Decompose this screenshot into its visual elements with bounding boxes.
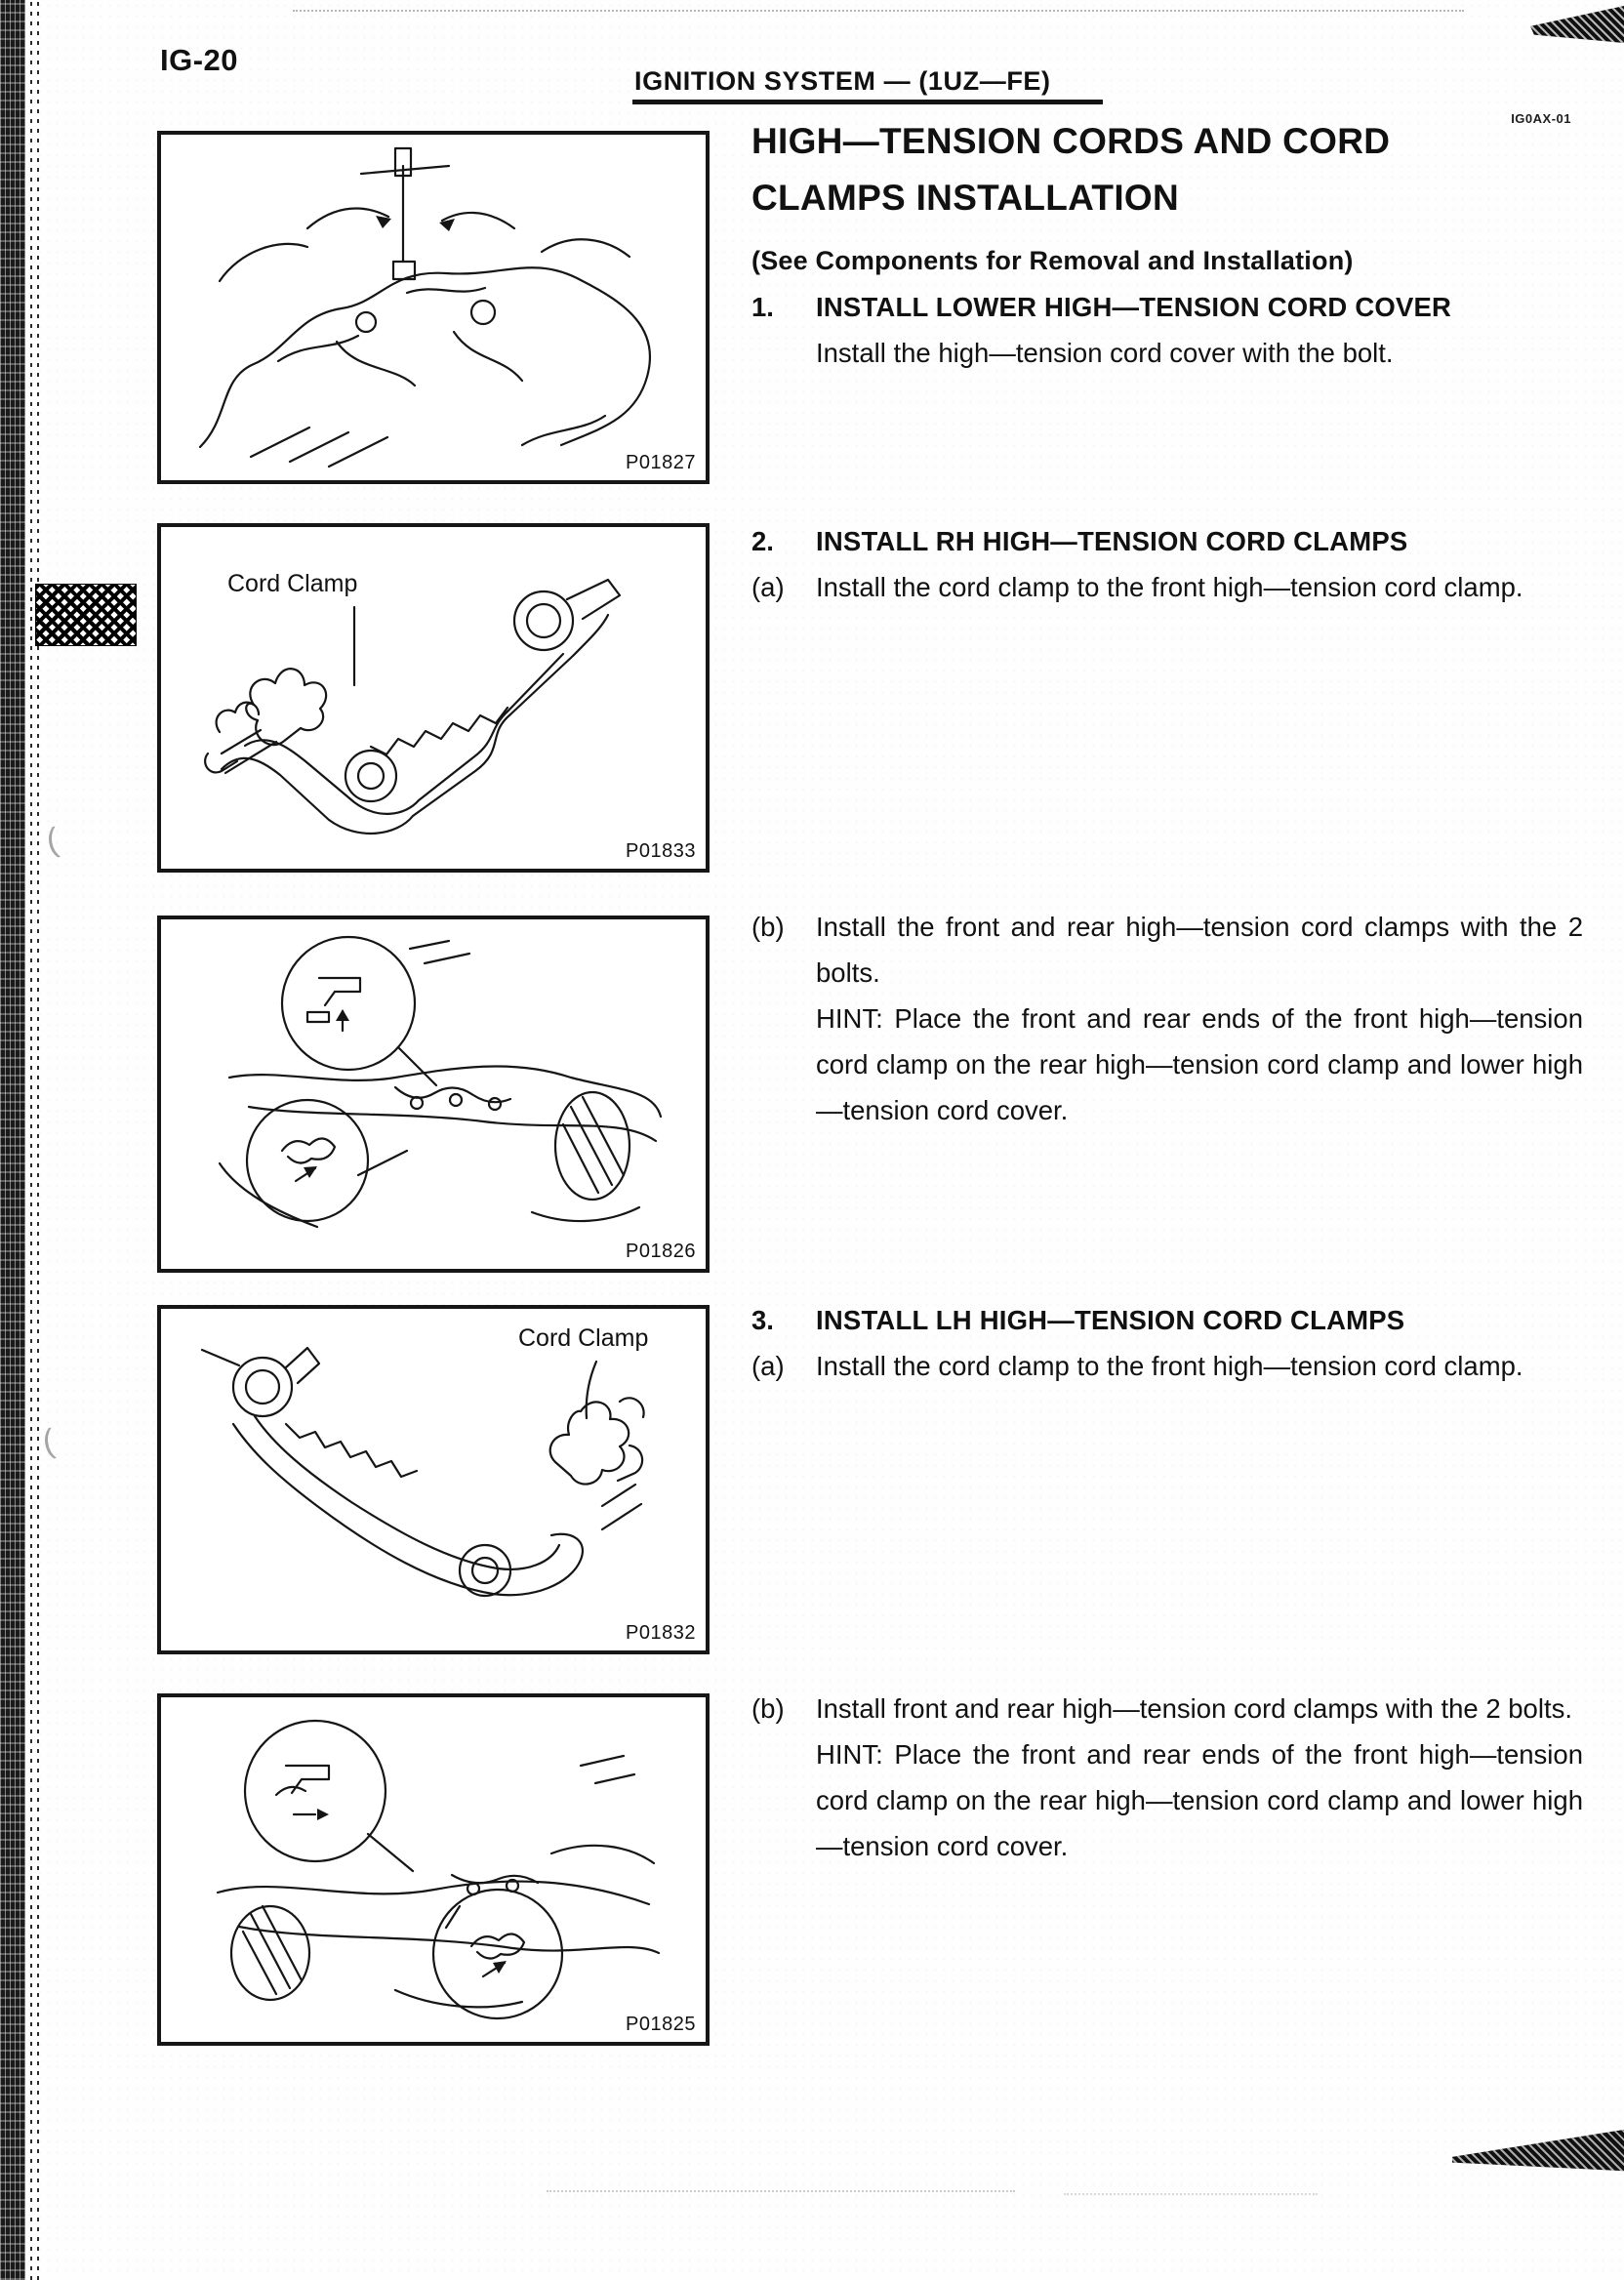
cord-clamp-label: Cord Clamp — [518, 1324, 649, 1352]
scan-corner-mark — [1530, 6, 1624, 43]
cord-cover-illustration — [161, 1309, 706, 1650]
scan-noise-line — [1064, 2193, 1318, 2195]
substep-label: (a) — [751, 572, 785, 602]
substep-label: (a) — [751, 1351, 785, 1381]
step-heading: INSTALL LOWER HIGH—TENSION CORD COVER — [816, 292, 1452, 322]
figure-code: P01825 — [626, 2014, 696, 2035]
section-title-line2: CLAMPS INSTALLATION — [751, 178, 1180, 218]
step-body: Install the high—tension cord cover with the bolt. — [816, 338, 1394, 368]
scan-bottom-mark — [1452, 2130, 1624, 2177]
section-title-line1: HIGH—TENSION CORDS AND CORD — [751, 121, 1391, 161]
step-number: 1. — [751, 292, 774, 322]
page-number: IG-20 — [160, 43, 239, 77]
step-number: 3. — [751, 1305, 774, 1335]
scan-stray-mark: ( — [39, 1422, 58, 1461]
binding-scan-line — [30, 0, 32, 2280]
figure-1 — [157, 131, 710, 484]
figure-2 — [157, 523, 710, 873]
step-2b — [751, 904, 1583, 1133]
engine-callout-illustration — [161, 1697, 706, 2042]
substep-text: Install front and rear high—tension cord clamps with the 2 bolts. — [816, 1693, 1572, 1724]
figure-5 — [157, 1693, 710, 2046]
scan-stray-mark: ( — [43, 821, 61, 860]
header-underline — [632, 100, 1103, 104]
binding-scan-line — [37, 0, 39, 2280]
figure-3 — [157, 916, 710, 1273]
cord-clamp-label: Cord Clamp — [227, 570, 358, 597]
scan-noise-line — [293, 10, 1464, 12]
engine-illustration — [161, 135, 706, 480]
step-1 — [751, 284, 1583, 376]
substep-label: (b) — [751, 912, 785, 942]
page-header-title: IGNITION SYSTEM — (1UZ—FE) — [634, 66, 1051, 96]
substep-text: Install the cord clamp to the front high—tension cord clamp. — [816, 572, 1523, 602]
figure-code: P01832 — [626, 1622, 696, 1644]
step-number: 2. — [751, 526, 774, 556]
section-reference-code: IG0AX-01 — [1511, 111, 1571, 126]
figure-code: P01827 — [626, 452, 696, 473]
substep-hint: HINT: Place the front and rear ends of the front high—tension cord clamp on the rear high—tension cord clamp and lower high—tension cord cover. — [816, 1003, 1583, 1125]
substep-label: (b) — [751, 1693, 785, 1724]
figure-code: P01826 — [626, 1241, 696, 1262]
engine-callout-illustration — [161, 919, 706, 1269]
scan-noise-line — [547, 2190, 1015, 2192]
figure-4 — [157, 1305, 710, 1654]
substep-text: Install the cord clamp to the front high—tension cord clamp. — [816, 1351, 1523, 1381]
substep-text: Install the front and rear high—tension cord clamps with the 2 bolts. — [816, 912, 1583, 988]
section-index-tab — [35, 584, 137, 646]
figure-code: P01833 — [626, 840, 696, 862]
step-2 — [751, 518, 1583, 610]
substep-hint: HINT: Place the front and rear ends of the front high—tension cord clamp on the rear high—tension cord clamp and lower high—tension cord cover. — [816, 1739, 1583, 1861]
step-heading: INSTALL LH HIGH—TENSION CORD CLAMPS — [816, 1305, 1405, 1335]
step-3 — [751, 1297, 1583, 1389]
binding-edge-strip — [0, 0, 25, 2280]
see-components-note: (See Components for Removal and Installation) — [751, 246, 1354, 275]
step-heading: INSTALL RH HIGH—TENSION CORD CLAMPS — [816, 526, 1408, 556]
step-3b — [751, 1686, 1583, 1869]
